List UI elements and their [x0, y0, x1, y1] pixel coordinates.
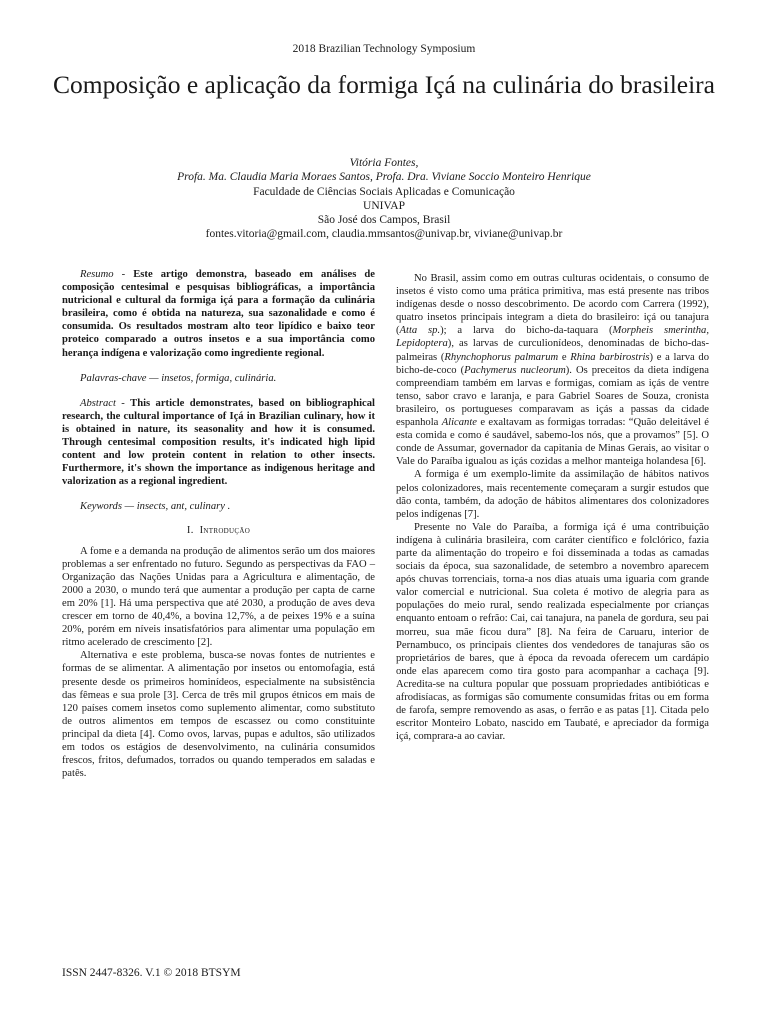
body-paragraph: [396, 272, 709, 468]
text-run: No Brasil, assim como em outras culturas ocidentais, o consumo de insetos é visto como uma prática primitiva, mas está presente nas tribos indígenas desde o nosso descobrimento. De acordo com Carrera (1992), quatro insetos principais integram a dieta do brasileiro: içá ou tanajura (: [396, 273, 709, 337]
city-name: Alicante: [441, 417, 478, 429]
text-run: e: [558, 351, 571, 363]
text-run: ), as larvas de curculionídeos, denominadas de bicho-das-palmeiras (: [396, 338, 709, 363]
abstract-sep: -: [115, 397, 131, 409]
author-block: [0, 156, 768, 242]
conference-header: 2018 Brazilian Technology Symposium: [292, 43, 476, 55]
resumo-text: Este artigo demonstra, baseado em análises de composição centesimal e pesquisas bibliográficas, a importância nutricional e cultural da formiga içá para a formação da culinária brasileira, como é obtida na natureza, sua sazonalidade e como é consumida. Os resultados mostram alto teor lipídico e baixo teor proteico comparado a outros insetos e a sua importância como herança indígena e valorização como ingrediente regional.: [62, 269, 376, 359]
abstract-text: This article demonstrates, based on bibliographical research, the cultural importance of Içá in Brazilian culinary, how it is obtained in nature, its seasonality and how it is consumed. Through centesimal composition results, it's indicated high lipid content and low protein content in relation to other insects. Furthermore, it's shown the importance as indigenous heritage and valorization as a regional ingredient.: [62, 397, 376, 488]
text-run: ); a larva do bicho-da-taquara (: [440, 325, 613, 337]
body-paragraph: Presente no Vale do Paraíba, a formiga içá é uma contribuição indígena à culinária brasileira, com caráter científico e folclórico, fazia parte da alimentação do tropeiro e foi disseminada a todas as camadas sociais da época, sua sazonalidade, de setembro a novembro aparecem após chuvas torrenciais, torna-a nos dias atuais uma iguaria com grande valor comercial e nutricional. Sua coleta é motivo de alegria para as populações do meio rural, sendo realizada especialmente por crianças enquanto entoam o refrão: Cai, cai tanajura, na panela de gordura, seu pai morreu, sua mãe ficou dura” [8]. Na feira de Caruaru, interior de Pernambuco, os principais clientes dos vendedores de tanajuras são os proprietários de bares, que à época da revoada oferecem um cardápio onde elas aparecem como tira gosto para acompanhar a cachaça [9]. Acredita-se na cultura popular que possuam propriedades antibióticas e afrodisíacas, as formigas são comumente consumidas fritas ou em forma de farofa, sempre removendo as asas, o ferrão e as patas [1]. Citada pelo escritor Monteiro Lobato, nascido em Taubaté, e apreciador da formiga içá, comprara-a ao caviar.: [396, 521, 709, 743]
affiliation: Faculdade de Ciências Sociais Aplicadas e Comunicação: [253, 185, 515, 198]
section-number: I.: [186, 524, 194, 536]
resumo-label: Resumo: [80, 269, 114, 280]
footer-issn: ISSN 2447-8326. V.1 © 2018 BTSYM: [62, 967, 241, 979]
text-run: e exaltavam as formigas torradas: “Quão deleitável é esta comida e como é saudável, sabemo-los nós, que a provamos” [5]. O conde de Assumar, governador da capitania de Minas Gerais, ao visitar o Vale do Paraíba igualou as içás cozidas a melhor manteiga holandesa [6].: [396, 417, 709, 468]
text-run: ) e a larva do bicho-de-coco (: [396, 351, 710, 376]
abstract-paragraph: [62, 397, 375, 489]
co-authors: Profa. Ma. Claudia Maria Moraes Santos, Profa. Dra. Viviane Soccio Monteiro Henrique: [177, 171, 591, 184]
resumo-sep: -: [113, 269, 134, 280]
species-name: Morpheis smerintha, Lepidoptera: [396, 325, 709, 350]
institution: UNIVAP: [363, 199, 405, 212]
author-name: Vitória Fontes,: [349, 157, 419, 169]
keywords: Keywords — insects, ant, culinary .: [80, 501, 231, 513]
paper-title: Composição e aplicação da formiga Içá na culinária do brasileira: [53, 70, 715, 99]
species-name: Rhynchophorus palmarum: [444, 351, 559, 363]
body-paragraph: A formiga é um exemplo-limite da assimilação de hábitos nativos pelos colonizadores, mais recentemente começaram a surgir estudos que dão conta, também, da adoção de hábitos alimentares dos colonizadores pelos indígenas [7].: [396, 469, 709, 520]
body-paragraph: A fome e a demanda na produção de alimentos serão um dos maiores problemas a ser enfrentado no futuro. Segundo as perspectivas da FAO – Organização das Nações Unidas para a Agricultura e alimentação, de 2000 a 2030, o mundo terá que aumentar a produção per capta de carne em 20% [1]. Há uma perspectiva que até 2030, a produção de aves deva crescer em torno de 40,4%, a bovina 12,7%, a de peixes 19% e a suína 20%, porém em níveis insatisfatórios para alimentar uma população em ritmo acelerado de crescimento [2].: [62, 545, 375, 649]
palavras-chave: Palavras-chave — insetos, formiga, culinária.: [80, 372, 277, 384]
text-run: ). Os preceitos da dieta indígena compreendiam também em larvas e formigas, comiam as içás de ventre tenso, sabor cravo e laranja, e para Gabriel Soares de Souza, cronista brasileiro, os portugueses comparavam as içás a passas da cidade espanhola: [396, 364, 709, 429]
resumo-paragraph: [62, 268, 375, 360]
species-name: Atta sp.: [399, 325, 441, 337]
body-paragraph: Alternativa e este problema, busca-se novas fontes de nutrientes e formas de se alimentar. A alimentação por insetos ou entomofagia, está presente desde os primeiros hominídeos, especialmente na subsistência das fêmeas e sua prole [3]. Cerca de três mil grupos étnicos em mais de 120 países comem insetos como suplemento alimentar, como substituto de outros alimentos em tempos de escassez ou como constituinte principal da dieta [4]. Como ovos, larvas, pupas e adultos, são utilizados em todos os estágios de desenvolvimento, na culinária consumidos frescos, fritos, defumados, torrados ou quando temperados em saladas e patês.: [62, 650, 375, 780]
emails: fontes.vitoria@gmail.com, claudia.mmsantos@univap.br, viviane@univap.br: [205, 228, 563, 241]
right-column: [396, 272, 709, 743]
species-name: Pachymerus nucleorum: [464, 364, 566, 376]
city: São José dos Campos, Brasil: [317, 214, 451, 227]
section-heading: [62, 524, 375, 537]
abstract-label: Abstract: [80, 397, 116, 409]
species-name: Rhina barbirostris: [570, 351, 650, 363]
left-column: [62, 268, 375, 780]
section-title: Introdução: [199, 524, 251, 536]
